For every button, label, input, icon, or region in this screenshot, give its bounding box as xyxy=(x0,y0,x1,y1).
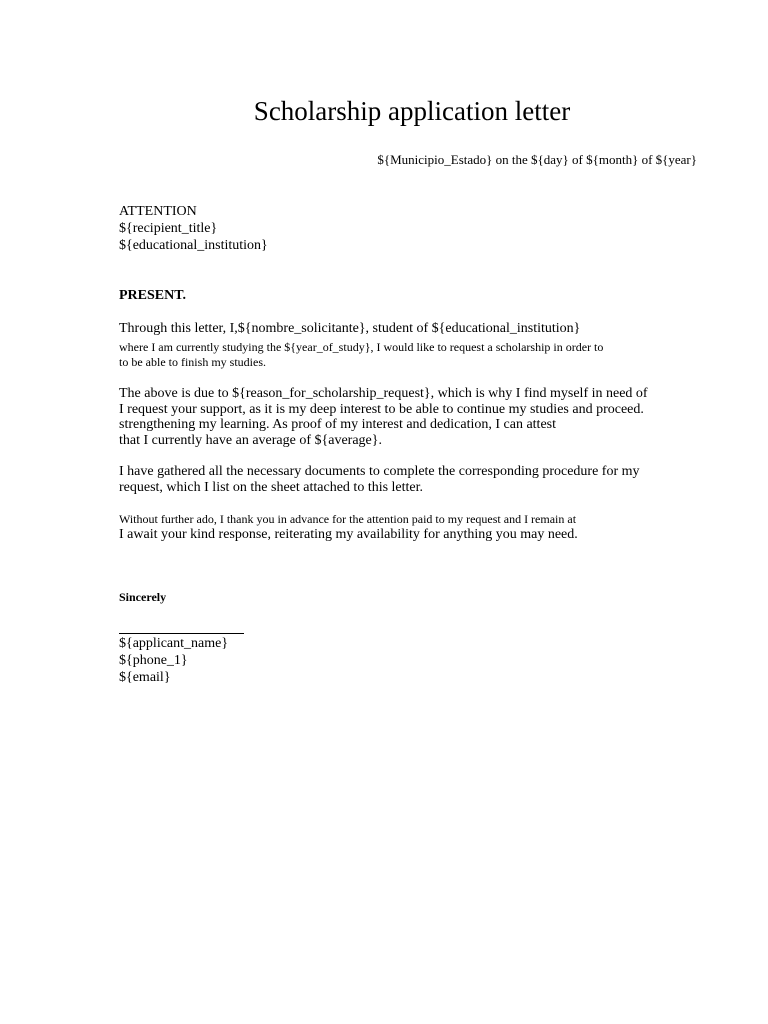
paragraph-2-line-4: that I currently have an average of ${average}. xyxy=(119,433,382,448)
paragraph-1-line-3: to be able to finish my studies. xyxy=(119,355,266,369)
applicant-email: ${email} xyxy=(119,670,171,685)
paragraph-3-line-1: I have gathered all the necessary documents to complete the corresponding procedure for my xyxy=(119,464,640,479)
applicant-name: ${applicant_name} xyxy=(119,636,229,651)
present-heading: PRESENT. xyxy=(119,288,187,303)
attention-label: ATTENTION xyxy=(119,204,197,219)
signature-line xyxy=(119,633,244,634)
paragraph-2-line-2: I request your support, as it is my deep interest to be able to continue my studies and proceed. xyxy=(119,402,644,417)
educational-institution: ${educational_institution} xyxy=(119,238,268,253)
closing-sincerely: Sincerely xyxy=(119,590,167,604)
paragraph-2-line-1: The above is due to ${reason_for_scholarship_request}, which is why I find myself in need of xyxy=(119,386,648,401)
paragraph-4-line-2: I await your kind response, reiterating my availability for anything you may need. xyxy=(119,527,578,542)
paragraph-3-line-2: request, which I list on the sheet attached to this letter. xyxy=(119,480,424,495)
paragraph-2-line-3: strengthening my learning. As proof of my interest and dedication, I can attest xyxy=(119,417,556,432)
paragraph-1-line-2: where I am currently studying the ${year_of_study}, I would like to request a scholarship in order to xyxy=(119,340,604,354)
applicant-phone: ${phone_1} xyxy=(119,653,188,668)
letter-title: Scholarship application letter xyxy=(253,96,571,126)
recipient-title: ${recipient_title} xyxy=(119,221,218,236)
date-line: ${Municipio_Estado} on the ${day} of ${month} of ${year} xyxy=(377,152,697,167)
paragraph-1-line-1: Through this letter, I,${nombre_solicitante}, student of ${educational_institution} xyxy=(119,321,581,336)
paragraph-4-line-1: Without further ado, I thank you in advance for the attention paid to my request and I remain at xyxy=(119,512,577,526)
